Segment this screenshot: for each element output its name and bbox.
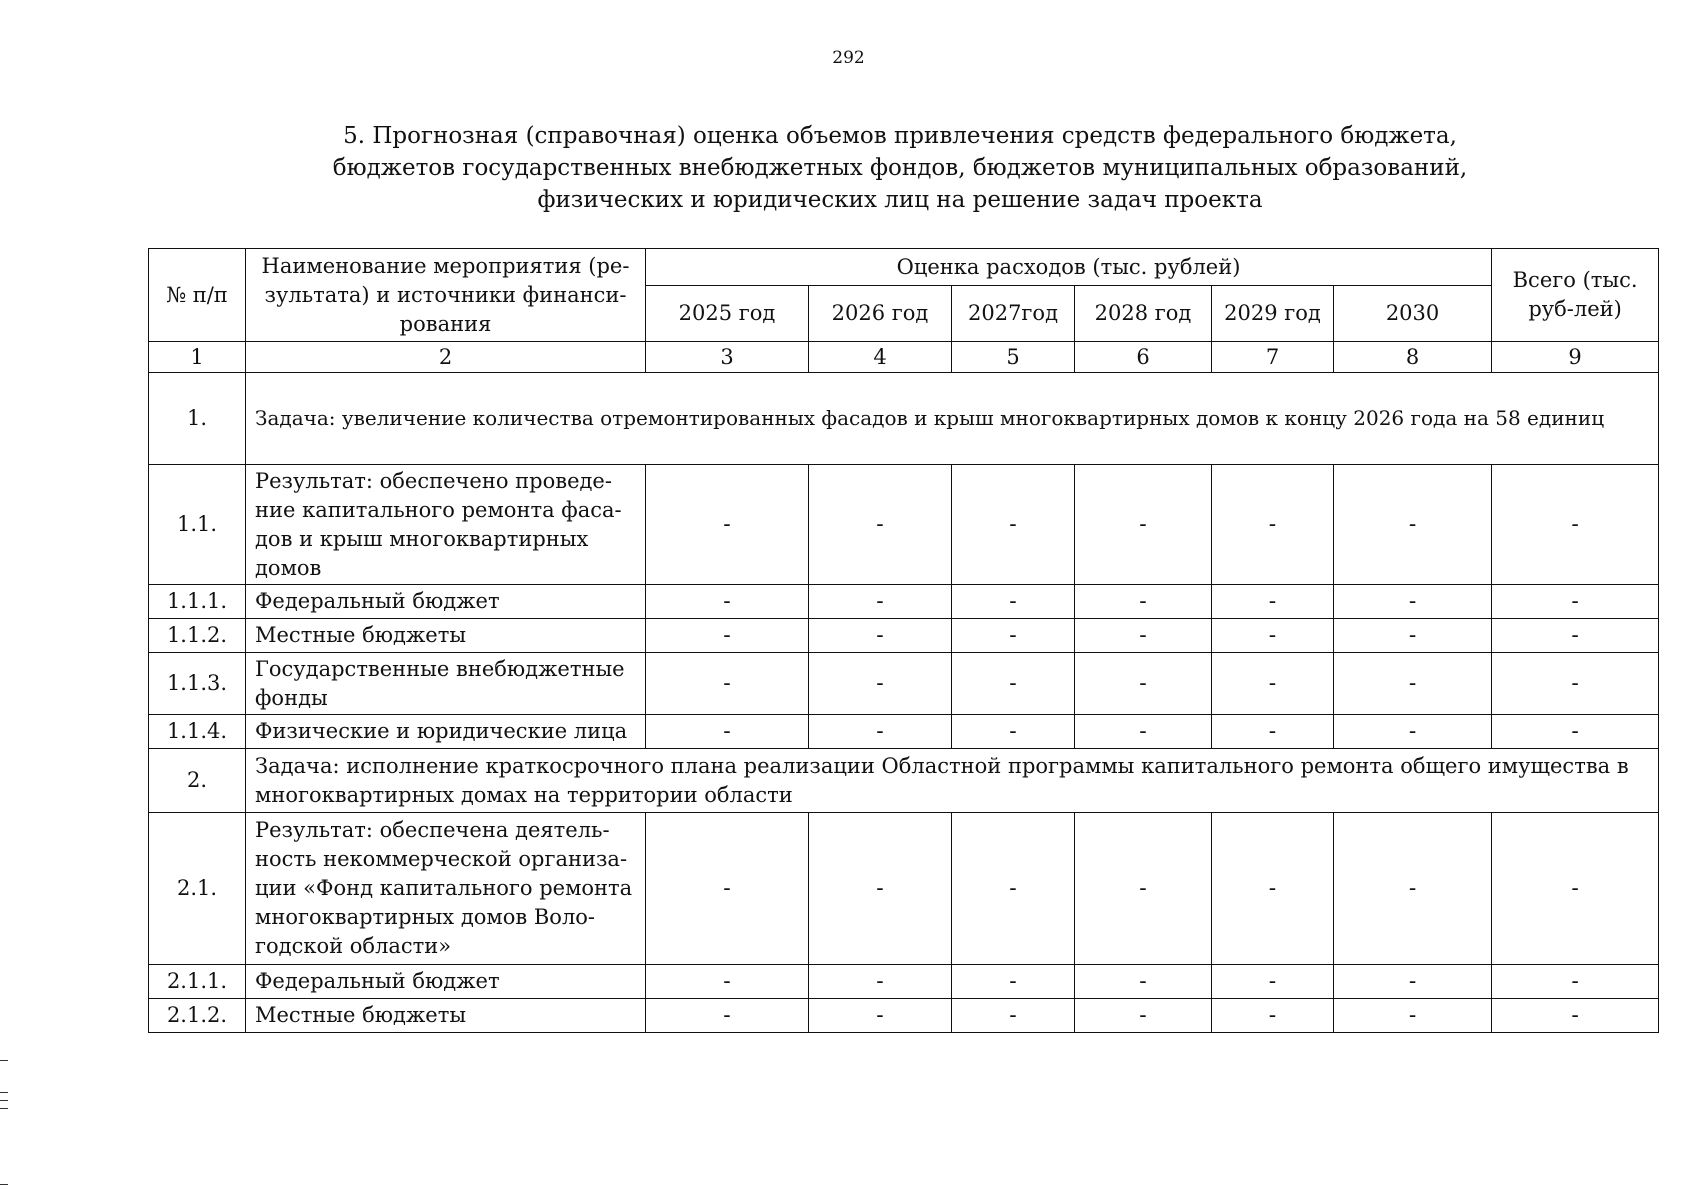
value-cell: - <box>952 653 1075 715</box>
row-name: Физические и юридические лица <box>246 715 646 749</box>
value-cell: - <box>1075 965 1212 999</box>
value-cell: - <box>952 813 1075 965</box>
value-cell: - <box>809 585 952 619</box>
row-name: Государственные внебюджетные фонды <box>246 653 646 715</box>
value-cell: - <box>1212 999 1334 1033</box>
value-cell: - <box>1075 813 1212 965</box>
value-cell: - <box>1334 813 1492 965</box>
value-cell: - <box>1212 653 1334 715</box>
value-cell: - <box>1212 715 1334 749</box>
table-row <box>149 619 1659 653</box>
value-cell: - <box>1334 653 1492 715</box>
value-cell: - <box>646 619 809 653</box>
header-estimate: Оценка расходов (тыс. рублей) <box>646 249 1492 286</box>
row-number: 2.1.1. <box>149 965 246 999</box>
table-row <box>149 715 1659 749</box>
value-cell: - <box>646 653 809 715</box>
row-number: 1.1. <box>149 465 246 585</box>
header-name: Наименование мероприятия (ре-зультата) и источники финанси-рования <box>246 249 646 342</box>
table-row <box>149 999 1659 1033</box>
value-cell: - <box>1212 813 1334 965</box>
value-cell: - <box>646 813 809 965</box>
value-cell: - <box>1212 619 1334 653</box>
task-description: Задача: увеличение количества отремонтированных фасадов и крыш многоквартирных домов к концу 2026 года на 58 единиц <box>246 373 1659 465</box>
value-cell: - <box>1492 465 1659 585</box>
column-number: 3 <box>646 342 809 373</box>
column-number: 7 <box>1212 342 1334 373</box>
value-cell: - <box>646 715 809 749</box>
row-number: 1.1.4. <box>149 715 246 749</box>
value-cell: - <box>1075 999 1212 1033</box>
task-row <box>149 373 1659 465</box>
value-cell: - <box>1075 715 1212 749</box>
header-year: 2025 год <box>646 286 809 342</box>
value-cell: - <box>1212 585 1334 619</box>
value-cell: - <box>809 619 952 653</box>
column-number: 8 <box>1334 342 1492 373</box>
value-cell: - <box>1334 585 1492 619</box>
value-cell: - <box>809 715 952 749</box>
task-row <box>149 749 1659 813</box>
header-year: 2026 год <box>809 286 952 342</box>
row-number: 1. <box>149 373 246 465</box>
value-cell: - <box>646 999 809 1033</box>
row-number: 1.1.2. <box>149 619 246 653</box>
column-number: 4 <box>809 342 952 373</box>
title-line-3: физических и юридических лиц на решение задач проекта <box>537 187 1263 213</box>
row-name: Местные бюджеты <box>246 999 646 1033</box>
value-cell: - <box>1492 715 1659 749</box>
value-cell: - <box>1212 465 1334 585</box>
value-cell: - <box>952 465 1075 585</box>
value-cell: - <box>1492 653 1659 715</box>
title-line-1: 5. Прогнозная (справочная) оценка объемов привлечения средств федерального бюджета, <box>343 123 1457 149</box>
table-row <box>149 465 1659 585</box>
value-cell: - <box>1334 999 1492 1033</box>
column-number: 2 <box>246 342 646 373</box>
scan-edge-mark <box>0 1092 8 1093</box>
value-cell: - <box>809 465 952 585</box>
scan-edge-mark <box>0 1184 8 1185</box>
value-cell: - <box>1492 585 1659 619</box>
row-number: 2. <box>149 749 246 813</box>
header-total: Всего (тыс. руб-лей) <box>1492 249 1659 342</box>
column-number: 6 <box>1075 342 1212 373</box>
scan-edge-mark <box>0 1100 8 1101</box>
header-num: № п/п <box>149 249 246 342</box>
table-row <box>149 965 1659 999</box>
value-cell: - <box>1492 619 1659 653</box>
header-year: 2030 <box>1334 286 1492 342</box>
value-cell: - <box>646 965 809 999</box>
row-number: 2.1. <box>149 813 246 965</box>
table-row <box>149 653 1659 715</box>
scan-edge-mark <box>0 1060 8 1061</box>
column-number: 1 <box>149 342 246 373</box>
row-number: 2.1.2. <box>149 999 246 1033</box>
value-cell: - <box>1075 465 1212 585</box>
table-row <box>149 813 1659 965</box>
value-cell: - <box>646 465 809 585</box>
row-name: Федеральный бюджет <box>246 585 646 619</box>
value-cell: - <box>1334 465 1492 585</box>
row-name: Федеральный бюджет <box>246 965 646 999</box>
column-number-row <box>149 342 1659 373</box>
value-cell: - <box>952 999 1075 1033</box>
task-description: Задача: исполнение краткосрочного плана реализации Областной программы капитального ремонта общего имущества в многоквартирных домах на территории области <box>246 749 1659 813</box>
value-cell: - <box>646 585 809 619</box>
value-cell: - <box>1334 715 1492 749</box>
header-year: 2028 год <box>1075 286 1212 342</box>
header-year: 2029 год <box>1212 286 1334 342</box>
value-cell: - <box>809 965 952 999</box>
value-cell: - <box>952 585 1075 619</box>
table-body <box>149 373 1659 1033</box>
page-number: 292 <box>832 48 865 68</box>
row-number: 1.1.3. <box>149 653 246 715</box>
value-cell: - <box>1334 619 1492 653</box>
value-cell: - <box>809 999 952 1033</box>
value-cell: - <box>1075 653 1212 715</box>
column-number: 5 <box>952 342 1075 373</box>
row-name: Результат: обеспечено проведе-ние капитального ремонта фаса-дов и крыш многоквартирных домов <box>246 465 646 585</box>
row-number: 1.1.1. <box>149 585 246 619</box>
value-cell: - <box>1212 965 1334 999</box>
value-cell: - <box>952 619 1075 653</box>
value-cell: - <box>1492 999 1659 1033</box>
row-name: Местные бюджеты <box>246 619 646 653</box>
value-cell: - <box>809 813 952 965</box>
budget-table <box>148 248 1659 1033</box>
value-cell: - <box>952 715 1075 749</box>
scan-edge-mark <box>0 1108 8 1109</box>
page-title <box>250 120 1550 216</box>
table-row <box>149 585 1659 619</box>
row-name: Результат: обеспечена деятель-ность некоммерческой организа-ции «Фонд капитального ремонта многоквартирных домов Воло-годской области» <box>246 813 646 965</box>
value-cell: - <box>1075 585 1212 619</box>
value-cell: - <box>1492 813 1659 965</box>
column-number: 9 <box>1492 342 1659 373</box>
value-cell: - <box>809 653 952 715</box>
header-year: 2027год <box>952 286 1075 342</box>
title-line-2: бюджетов государственных внебюджетных фондов, бюджетов муниципальных образований, <box>332 155 1468 181</box>
value-cell: - <box>1334 965 1492 999</box>
value-cell: - <box>1492 965 1659 999</box>
value-cell: - <box>952 965 1075 999</box>
value-cell: - <box>1075 619 1212 653</box>
